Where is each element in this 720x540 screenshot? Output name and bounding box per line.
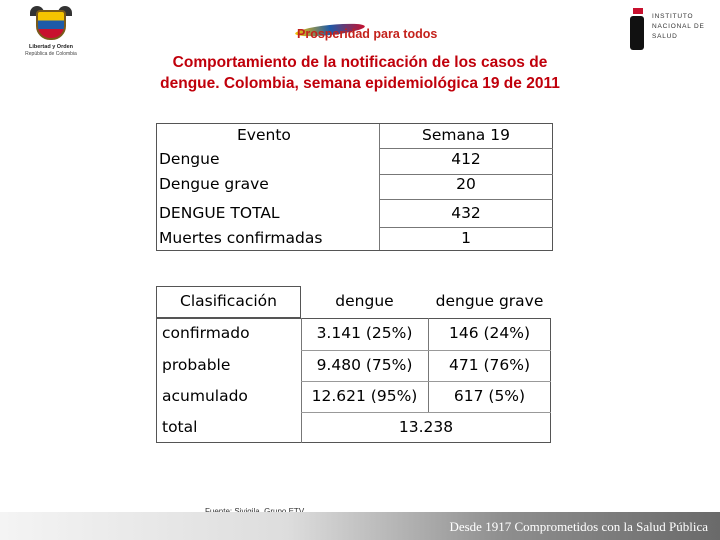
row-label-dengue-total: DENGUE TOTAL xyxy=(159,204,280,222)
table-divider xyxy=(301,381,551,382)
title-line-2: dengue. Colombia, semana epidemiológica 19 de 2011 xyxy=(160,75,560,92)
row-label-dengue: Dengue xyxy=(159,150,220,168)
page-title xyxy=(0,52,720,94)
title-line-1: Comportamiento de la notificación de los casos de xyxy=(172,54,548,71)
row-value-muertes: 1 xyxy=(461,229,471,247)
table-divider xyxy=(301,412,551,413)
cell-acumulado-dengue: 12.621 (95%) xyxy=(311,387,418,405)
cell-probable-dengue: 9.480 (75%) xyxy=(316,356,413,374)
table-divider xyxy=(379,199,553,200)
row-label-probable: probable xyxy=(162,356,231,374)
cell-probable-grave: 471 (76%) xyxy=(448,356,531,374)
events-table xyxy=(156,123,553,251)
header-event: Evento xyxy=(237,126,291,144)
ins-logo xyxy=(630,6,714,58)
cell-confirmado-dengue: 3.141 (25%) xyxy=(316,324,413,342)
row-label-muertes: Muertes confirmadas xyxy=(159,229,323,247)
shield-icon xyxy=(36,10,66,40)
header-week: Semana 19 xyxy=(422,126,510,144)
header-clasificacion: Clasificación xyxy=(180,292,277,310)
footer-banner xyxy=(0,512,720,540)
ins-logo-text xyxy=(652,12,705,42)
cell-acumulado-grave: 617 (5%) xyxy=(453,387,526,405)
row-label-acumulado: acumulado xyxy=(162,387,248,405)
table-divider xyxy=(301,350,551,351)
ins-line-2: NACIONAL DE xyxy=(652,23,705,30)
classification-table xyxy=(156,286,551,443)
row-value-dengue: 412 xyxy=(451,150,481,168)
coat-country: República de Colombia xyxy=(25,51,77,57)
row-value-dengue-total: 432 xyxy=(451,204,481,222)
table-divider xyxy=(379,227,553,228)
row-label-confirmado: confirmado xyxy=(162,324,250,342)
row-label-dengue-grave: Dengue grave xyxy=(159,175,269,193)
prosperidad-logo-text: Prosperidad para todos xyxy=(297,27,438,41)
ins-line-1: INSTITUTO xyxy=(652,13,694,20)
header-dengue: dengue xyxy=(335,292,394,310)
footer-text: Desde 1917 Comprometidos con la Salud Pública xyxy=(449,519,708,534)
row-value-dengue-grave: 20 xyxy=(456,175,476,193)
table-divider xyxy=(379,148,553,149)
ins-line-3: SALUD xyxy=(652,33,678,40)
row-label-total: total xyxy=(162,418,198,436)
coat-motto: Libertad y Orden xyxy=(28,44,73,50)
cell-confirmado-grave: 146 (24%) xyxy=(448,324,531,342)
prosperidad-logo xyxy=(295,17,455,45)
ins-mark-icon xyxy=(630,8,646,52)
header-dengue-grave: dengue grave xyxy=(435,292,544,310)
cell-total-value: 13.238 xyxy=(398,418,454,436)
